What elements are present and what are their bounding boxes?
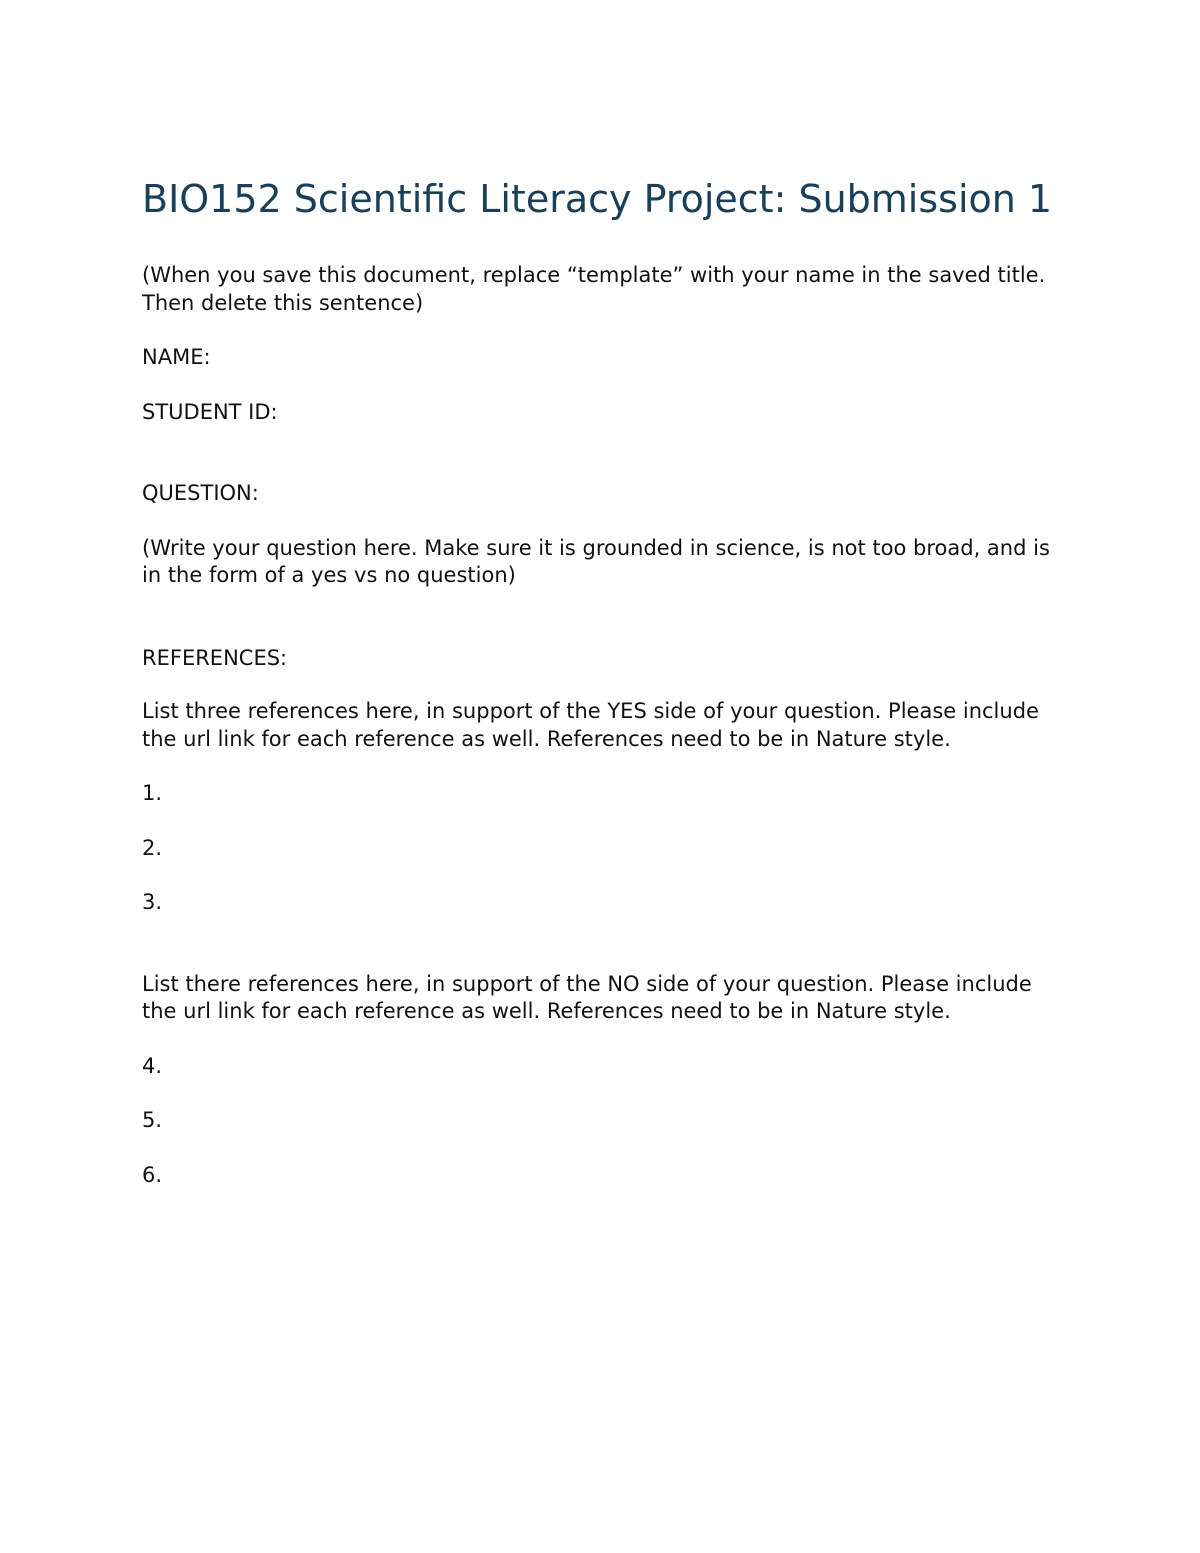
yes-references-prompt: List three references here, in support of the YES side of your question. Please include the url link for each reference as well. References need to be in Nature style. [142, 699, 1039, 751]
no-reference-item-4: 4. [142, 1053, 163, 1078]
yes-reference-item-3: 3. [142, 890, 163, 914]
document-body [142, 176, 1062, 1189]
save-instructions: (When you save this document, replace “template” with your name in the saved title. Then delete this sentence) [142, 263, 1046, 315]
question-prompt: (Write your question here. Make sure it is grounded in science, is not too broad, and is in the form of a yes vs no question) [142, 535, 1050, 587]
yes-reference-item-1: 1. [142, 781, 163, 805]
student-id-label: STUDENT ID: [142, 399, 278, 424]
question-label: QUESTION: [142, 481, 259, 505]
no-reference-item-6: 6. [142, 1162, 163, 1187]
no-references-prompt: List there references here, in support of the NO side of your question. Please include the url link for each reference as well. References need to be in Nature style. [142, 971, 1032, 1023]
yes-reference-item-2: 2. [142, 835, 163, 860]
no-reference-item-5: 5. [142, 1108, 163, 1132]
name-label: NAME: [142, 345, 211, 369]
references-label: REFERENCES: [142, 645, 288, 670]
document-title: BIO152 Scientific Literacy Project: Submission 1 [142, 177, 1053, 221]
